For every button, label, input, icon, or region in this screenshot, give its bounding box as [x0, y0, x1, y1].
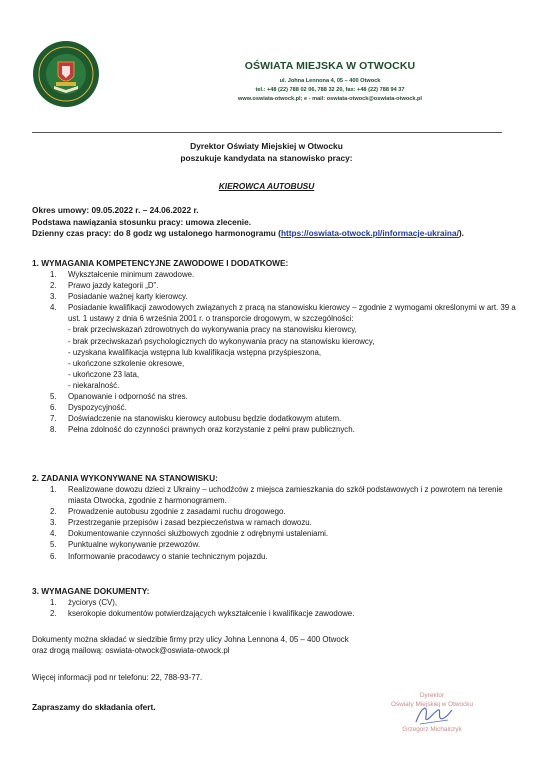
list-item: 4. Dokumentowanie czynności służbowych zgodnie z odrębnymi ustaleniami.: [50, 529, 329, 539]
director-stamp: [362, 692, 502, 754]
section2-title: 2. ZADANIA WYKONYWANE NA STANOWISKU:: [32, 473, 218, 483]
sub-item: - ukończone 23 lata,: [68, 369, 140, 379]
list-item: 6. Dyspozycyjność.: [50, 403, 127, 413]
list-item: 1. Realizowane dowozu dzieci z Ukrainy – uchodźców z miejsca zamieszkania do szkół podstawowych i z powrotem na terenie miasta Otwocka, zgodnie z harmonogramem.: [50, 485, 503, 506]
stamp-title: Dyrektor: [419, 692, 445, 699]
city-emblem-logo: [32, 40, 100, 108]
list-item: 2. Prawo jazdy kategorii „D”.: [50, 281, 159, 291]
list-item: 5. Punktualne wykonywanie przewozów.: [50, 540, 201, 550]
list-item: 8. Pełna zdolność do czynności prawnych oraz korzystanie z pełni praw publicznych.: [50, 425, 355, 435]
list-item: 7. Doświadczenie na stanowisku kierowcy autobusu będzie dodatkowym atutem.: [50, 414, 342, 424]
list-item: 2. kserokopie dokumentów potwierdzających wykształcenie i kwalifikacje zawodowe.: [50, 609, 355, 619]
info-link[interactable]: https://oswiata-otwock.pl/informacje-ukraina/: [280, 228, 459, 238]
section1-list: [50, 269, 520, 435]
sub-item: - brak przeciwskazań zdrowotnych do wykonywania pracy na stanowisku kierowcy,: [68, 325, 357, 335]
list-item: 4. Posiadanie kwalifikacji zawodowych związanych z pracą na stanowisku kierowcy – zgodnie z wymogami określonymi w art. 39 a ust. 1 ustawy z dnia 6 września 2001 r. o transporcie drogowym, w szczególności:: [50, 303, 516, 324]
contract-period: Okres umowy: 09.05.2022 r. – 24.06.2022 r.: [32, 205, 199, 215]
section3-title: 3. WYMAGANE DOKUMENTY:: [32, 586, 150, 596]
more-info: Więcej informacji pod nr telefonu: 22, 788-93-77.: [32, 673, 203, 682]
submission-info: Dokumenty można składać w siedzibie firmy przy ulicy Johna Lennona 4, 05 – 400 Otwock oraz drogą mailową: oswiata-otwock@oswiata-otwock.pl: [32, 635, 349, 656]
sub-item: - uzyskana kwalifikacja wstępna lub kwalifikacja wstępna przyśpieszona,: [68, 347, 322, 357]
sub-item: - ukończone szkolenie okresowe,: [68, 358, 185, 368]
sublist: [50, 324, 520, 391]
letterhead: [195, 60, 465, 102]
stamp-name: Grzegorz Michalczyk: [402, 726, 462, 733]
daily-time: Dzienny czas pracy: do 8 godz wg ustalonego harmonogramu (https://oswiata-otwock.pl/informacje-ukraina/).: [32, 228, 464, 238]
org-address: ul. Johna Lennona 4, 05 – 400 Otwock: [279, 78, 381, 84]
list-item: 2. Prowadzenie autobusu zgodnie z zasadami ruchu drogowego.: [50, 507, 286, 517]
section1-title: 1. WYMAGANIA KOMPETENCYJNE ZAWODOWE I DODATKOWE:: [32, 258, 289, 268]
position-title: KIEROWCA AUTOBUSU: [218, 181, 315, 191]
announcement-line2: poszukuje kandydata na stanowisko pracy:: [180, 153, 353, 163]
stamp-org: Oświaty Miejskiej w Otwocku: [390, 701, 474, 708]
org-phones: tel.: +48 (22) 788 02 06, 788 32 20, fax: +48 (22) 788 94 37: [255, 87, 405, 93]
list-item: 3. Posiadanie ważnej karty kierowcy.: [50, 292, 188, 302]
list-item: 1. życiorys (CV),: [50, 598, 118, 607]
org-name: OŚWIATA MIEJSKA W OTWOCKU: [244, 60, 416, 72]
header-divider: [32, 132, 502, 133]
list-item: 5. Opanowanie i odporność na stres.: [50, 392, 188, 402]
announcement-line1: Dyrektor Oświaty Miejskiej w Otwocku: [190, 141, 343, 151]
section2-list: [50, 484, 520, 562]
section3-list: [50, 597, 520, 619]
sub-item: - niekaralność.: [68, 380, 120, 390]
employment-terms: [32, 205, 512, 240]
list-item: 3. Przestrzeganie przepisów i zasad bezpieczeństwa w ramach dowozu.: [50, 518, 312, 528]
contract-basis: Podstawa nawiązania stosunku pracy: umowa zlecenie.: [32, 216, 252, 227]
list-item: 1. Wykształcenie minimum zawodowe.: [50, 270, 195, 279]
list-item: 6. Informowanie pracodawcy o stanie technicznym pojazdu.: [50, 551, 268, 561]
closing-line: Zapraszamy do składania ofert.: [32, 702, 156, 712]
sub-item: - brak przeciwskazań psychologicznych do wykonywania pracy na stanowisku kierowcy,: [68, 336, 375, 346]
org-web-email: www.oswiata-otwock.pl; e - mail: oswiata-otwock@oswiata-otwock.pl: [238, 96, 422, 102]
